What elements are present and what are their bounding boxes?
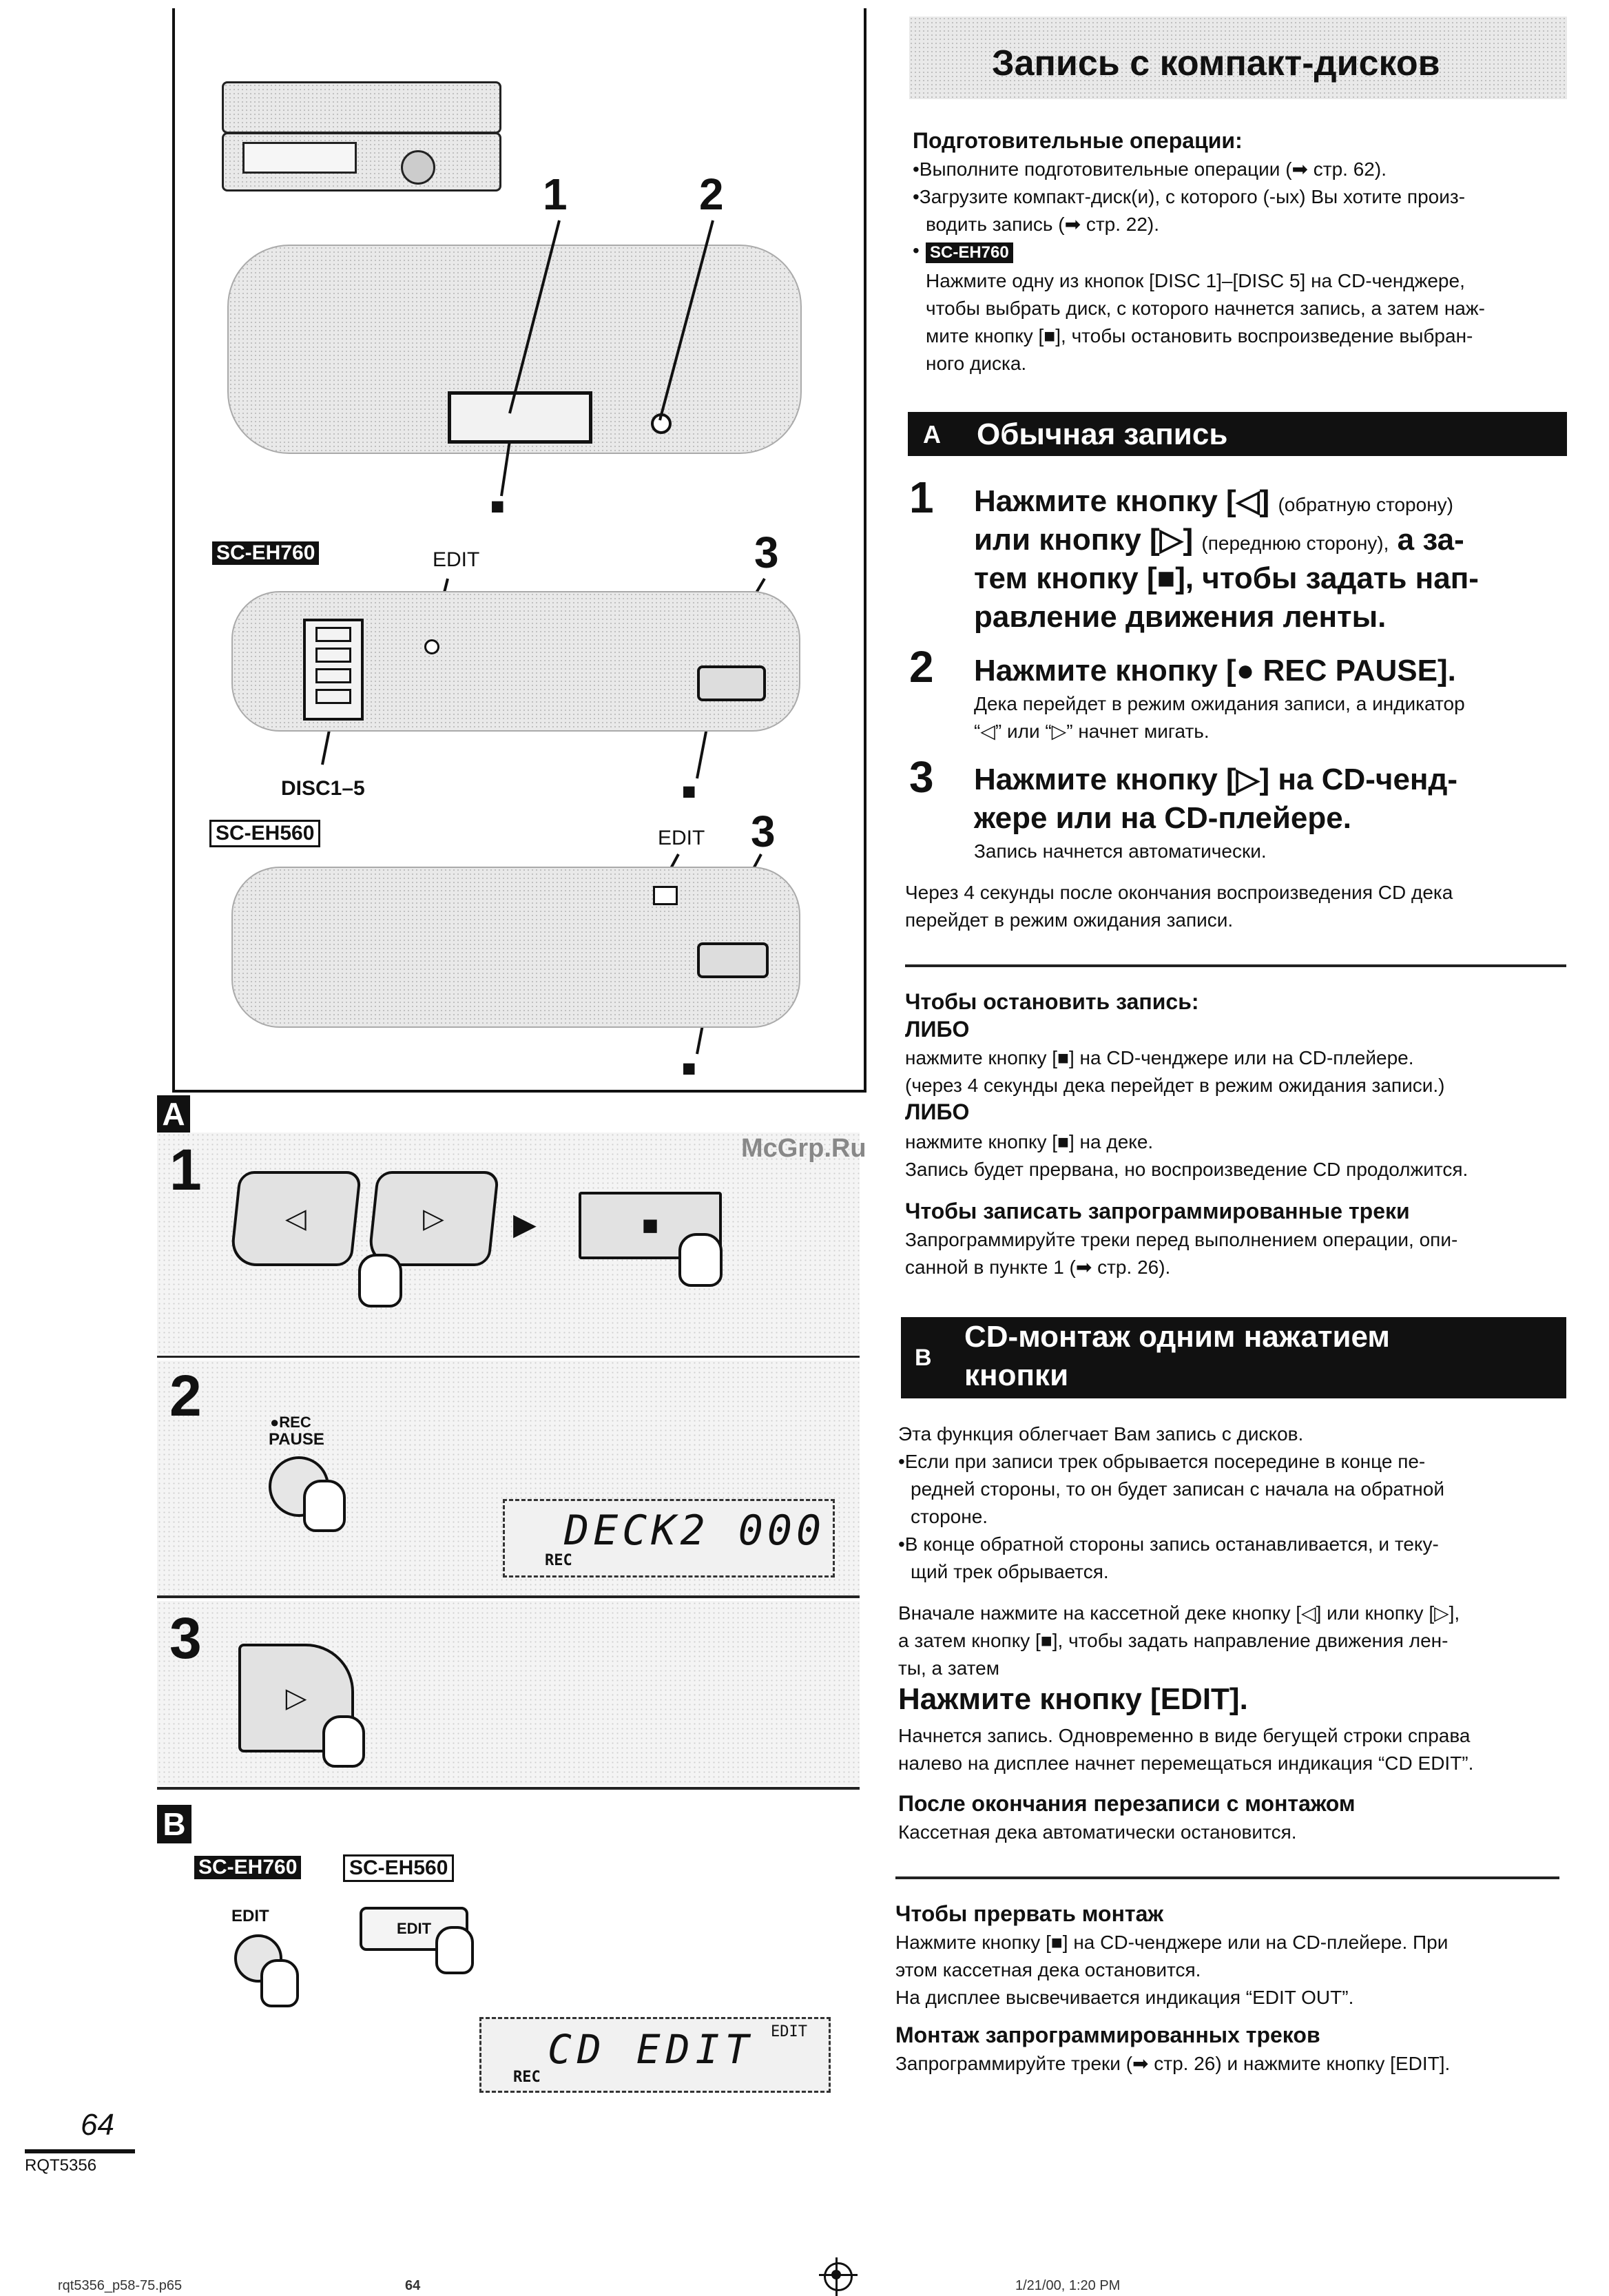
b-bullet-3: стороне.	[911, 1506, 988, 1527]
step3-number: 3	[169, 1606, 202, 1671]
a-step1-tail2: а за-	[1397, 523, 1464, 557]
prep-note-1: Нажмите одну из кнопок [DISC 1]–[DISC 5] на CD-ченджере,	[926, 270, 1465, 291]
disc-label: DISC1–5	[281, 777, 365, 800]
section-b-title-1: CD-монтаж одним нажатием	[964, 1320, 1390, 1354]
lcd2-main-text: CD EDIT	[548, 2026, 755, 2073]
divider-a	[905, 964, 1566, 967]
reverse-arrow: ◁	[284, 1203, 307, 1234]
prep-heading: Подготовительные операции:	[913, 128, 1243, 153]
b-action-sub-2: налево на дисплее начнет перемещаться индикация “CD EDIT”.	[898, 1752, 1474, 1774]
lcd1-main-text: DECK2 000	[564, 1507, 826, 1555]
hand-pointer-icon-6	[435, 1926, 474, 1974]
panel-b-edit-label: EDIT	[231, 1907, 269, 1925]
play-button-760	[697, 665, 766, 701]
stop-button-symbol: ■	[641, 1210, 659, 1241]
play-arrow: ▷	[285, 1683, 307, 1713]
programmed-line-1: Запрограммируйте треки перед выполнением операции, опи-	[905, 1229, 1458, 1250]
programmed-heading: Чтобы записать запрограммированные треки	[905, 1199, 1410, 1223]
edit-button-560	[653, 886, 678, 905]
panel-b-model-760: SC-EH760	[194, 1856, 301, 1879]
a-step2-number: 2	[909, 642, 934, 692]
hand-pointer-icon-5	[260, 1959, 299, 2007]
a-step3-line2: жере или на CD-плейере.	[974, 801, 1351, 835]
a-step1-line3: тем кнопку [■], чтобы задать нап-	[974, 561, 1479, 595]
b-bullet-5: щий трек обрывается.	[911, 1561, 1109, 1582]
edit-button-760-dot	[424, 639, 439, 654]
callout-2: 2	[699, 169, 724, 219]
b-interrupt-2: этом кассетная дека остановится.	[895, 1959, 1201, 1980]
hand-pointer-icon-3	[303, 1480, 346, 1532]
edit-label-760: EDIT	[433, 548, 480, 571]
section-b-title-2: кнопки	[964, 1358, 1069, 1392]
a-after-1: Через 4 секунды после окончания воспроизведения CD дека	[905, 882, 1453, 903]
callout-3a: 3	[754, 528, 779, 577]
divider-step2	[157, 1595, 860, 1598]
a-step1-text2: или кнопку [▷]	[974, 523, 1194, 557]
model-badge-560: SC-EH560	[209, 820, 320, 847]
model-badge-760: SC-EH760	[212, 541, 319, 565]
a-step1-line2	[974, 521, 1464, 563]
reverse-button	[229, 1171, 362, 1266]
a-after-2: перейдет в режим ожидания записи.	[905, 909, 1234, 931]
document-code: RQT5356	[25, 2156, 97, 2175]
lcd1-rec-indicator: REC	[545, 1552, 572, 1569]
footer-date: 1/21/00, 1:20 PM	[1015, 2278, 1121, 2293]
page-title: Запись с компакт-дисков	[992, 43, 1440, 83]
prep-note-2: чтобы выбрать диск, с которого начнется запись, а затем наж-	[926, 298, 1485, 319]
prep-item-1: •Выполните подготовительные операции (➡ стр. 62).	[913, 158, 1387, 180]
b-bullet-2: редней стороны, то он будет записан с начала на обратной	[911, 1478, 1444, 1500]
divider-step1	[157, 1356, 860, 1358]
b-intro: Эта функция облегчает Вам запись с дисков.	[898, 1423, 1304, 1445]
b-interrupt-3: На дисплее высвечивается индикация “EDIT OUT”.	[895, 1987, 1354, 2008]
forward-arrow: ▷	[422, 1203, 444, 1234]
stop-either-2: ЛИБО	[905, 1099, 970, 1124]
lcd2-rec-indicator: REC	[513, 2069, 541, 2086]
hand-pointer-icon-2	[678, 1233, 723, 1287]
section-a-header	[908, 412, 1567, 456]
b-after-line: Кассетная дека автоматически остановится.	[898, 1821, 1297, 1843]
prep-item-3: водить запись (➡ стр. 22).	[926, 214, 1160, 235]
step2-number: 2	[169, 1363, 202, 1428]
a-step1-note2: (переднюю сторону),	[1201, 532, 1389, 554]
a-step1-note1: (обратную сторону)	[1278, 494, 1453, 515]
b-bullet-1: •Если при записи трек обрывается посередине в конце пе-	[898, 1451, 1426, 1472]
b-prog-heading: Монтаж запрограммированных треков	[895, 2023, 1320, 2047]
a-step1-text1: Нажмите кнопку [◁]	[974, 484, 1270, 518]
a-step3-sub1: Запись начнется автоматически.	[974, 840, 1267, 862]
edit-label-560: EDIT	[658, 827, 705, 849]
b-interrupt-1: Нажмите кнопку [■] на CD-ченджере или на CD-плейере. При	[895, 1932, 1449, 1953]
panel-a-letter: A	[162, 1096, 185, 1132]
a-step3-line1: Нажмите кнопку [▷] на CD-ченд-	[974, 763, 1458, 796]
deck-display-1	[503, 1499, 835, 1578]
prep-note-4: ного диска.	[926, 353, 1027, 374]
lcd2-edit-indicator: EDIT	[771, 2023, 807, 2040]
panel-b-badge	[157, 1805, 191, 1843]
disc-buttons	[303, 619, 364, 721]
stop-line-3: нажмите кнопку [■] на деке.	[905, 1131, 1154, 1152]
play-button-560	[697, 942, 769, 978]
rec-label-line2: PAUSE	[269, 1430, 324, 1449]
b-bullet-4: •В конце обратной стороны запись останавливается, и теку-	[898, 1533, 1439, 1555]
stop-symbol-3: ■	[682, 1055, 696, 1082]
page-number: 64	[81, 2108, 114, 2142]
footer-file: rqt5356_p58-75.p65	[58, 2278, 183, 2293]
prep-item-2: •Загрузите компакт-диск(и), с которого (-ых) Вы хотите произ-	[913, 186, 1466, 207]
divider-step3	[157, 1787, 860, 1790]
hand-pointer-icon-4	[322, 1715, 365, 1768]
b-prog-line: Запрограммируйте треки (➡ стр. 26) и нажмите кнопку [EDIT].	[895, 2053, 1451, 2074]
programmed-line-2: санной в пункте 1 (➡ стр. 26).	[905, 1256, 1171, 1278]
then-arrow: ▶	[513, 1208, 537, 1241]
rec-label-line1: ●REC	[270, 1414, 311, 1431]
b-pre-2: а затем кнопку [■], чтобы задать направление движения лен-	[898, 1630, 1449, 1651]
b-action-sub-1: Начнется запись. Одновременно в виде бегущей строки справа	[898, 1725, 1471, 1746]
edit-rect-button-label: EDIT	[396, 1920, 432, 1937]
panel-b-letter: B	[163, 1806, 186, 1842]
b-pre-3: ты, а затем	[898, 1657, 999, 1679]
stop-symbol-1: ■	[490, 493, 505, 519]
prep-note-3: мите кнопку [■], чтобы остановить воспроизведение выбран-	[926, 325, 1473, 347]
stop-line-1: нажмите кнопку [■] на CD-ченджере или на CD-плейере.	[905, 1047, 1414, 1068]
panel-b-model-560: SC-EH560	[343, 1854, 454, 1882]
page-number-box	[25, 2107, 135, 2153]
a-step2-sub2: “◁” или “▷” начнет мигать.	[974, 721, 1210, 742]
stop-either-1: ЛИБО	[905, 1017, 970, 1042]
stop-line-2: (через 4 секунды дека перейдет в режим ожидания записи.)	[905, 1075, 1445, 1096]
watermark: McGrp.Ru	[741, 1134, 866, 1163]
section-b-letter: B	[915, 1345, 932, 1371]
stop-line-4: Запись будет прервана, но воспроизведение CD продолжится.	[905, 1159, 1468, 1180]
a-step2-sub1: Дека перейдет в режим ожидания записи, а индикатор	[974, 693, 1465, 714]
prep-model-badge: SC-EH760	[926, 242, 1013, 263]
section-b-header	[901, 1317, 1566, 1398]
a-step3-number: 3	[909, 752, 934, 802]
a-step1-line4: равление движения ленты.	[974, 600, 1387, 634]
prep-bullet: •	[913, 240, 920, 261]
registration-mark-icon	[824, 2262, 853, 2291]
b-interrupt-heading: Чтобы прервать монтаж	[895, 1901, 1164, 1926]
b-action: Нажмите кнопку [EDIT].	[898, 1682, 1248, 1716]
footer-page: 64	[405, 2278, 421, 2293]
section-a-letter: A	[923, 420, 941, 448]
b-after-heading: После окончания перезаписи с монтажом	[898, 1791, 1356, 1816]
divider-b	[895, 1876, 1559, 1879]
step1-number: 1	[169, 1137, 202, 1202]
callout-3b: 3	[751, 807, 776, 856]
section-a-title: Обычная запись	[977, 417, 1228, 451]
hand-pointer-icon	[358, 1254, 402, 1307]
forward-button	[367, 1171, 500, 1266]
panel-a-badge	[157, 1095, 190, 1133]
b-pre-1: Вначале нажмите на кассетной деке кнопку [◁] или кнопку [▷],	[898, 1602, 1460, 1624]
deck-display-2	[479, 2017, 831, 2093]
stop-heading: Чтобы остановить запись:	[905, 989, 1199, 1014]
a-step2-line1: Нажмите кнопку [● REC PAUSE].	[974, 654, 1456, 687]
callout-1: 1	[543, 169, 568, 219]
a-step1-number: 1	[909, 473, 934, 522]
stop-symbol-2: ■	[682, 778, 696, 805]
a-step1-line1	[974, 482, 1453, 524]
